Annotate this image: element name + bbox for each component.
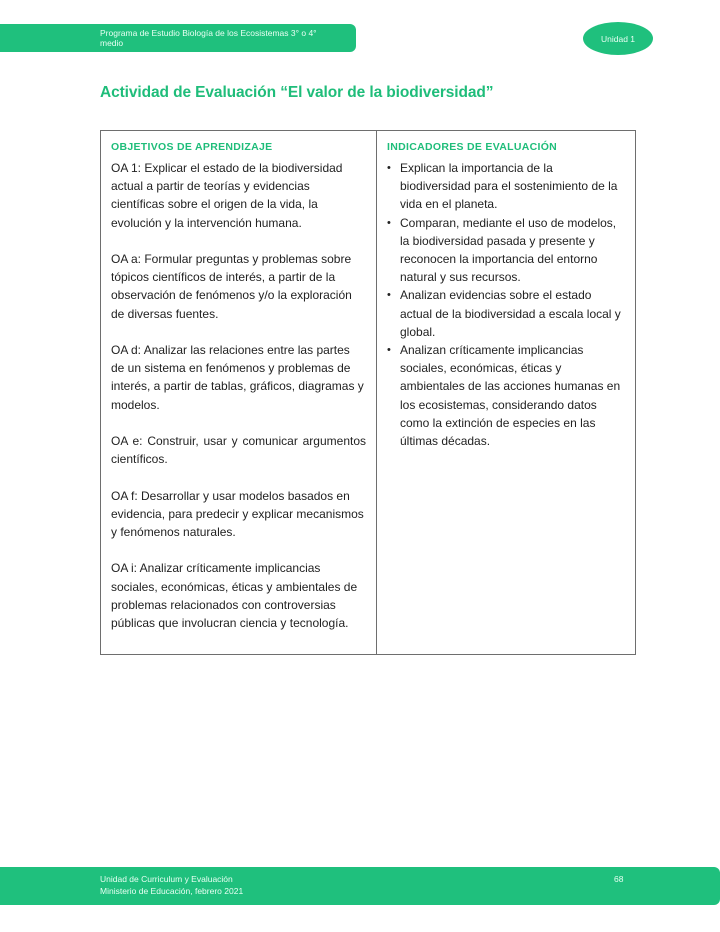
objective-oa-d: OA d: Analizar las relaciones entre las partes de un sistema en fenómenos y problemas de interés, a partir de tablas, gráficos, diagramas y modelos. <box>111 343 364 412</box>
objective-oa-1: OA 1: Explicar el estado de la biodiversidad actual a partir de teorías y evidencias científicas sobre el origen de la vida, la evolución y la intervención humana. <box>111 161 343 230</box>
footer-credits <box>100 873 243 897</box>
footer-line-1: Unidad de Curriculum y Evaluación <box>100 874 233 884</box>
indicators-list <box>387 159 625 450</box>
indicator-item: • Analizan evidencias sobre el estado actual de la biodiversidad a escala local y global. <box>387 286 625 341</box>
indicators-header: INDICADORES DE EVALUACIÓN <box>387 141 558 153</box>
objectives-column <box>101 131 377 654</box>
indicators-column <box>377 131 635 654</box>
indicator-item: • Comparan, mediante el uso de modelos, la biodiversidad pasada y presente y reconocen la importancia del entorno natural y sus recursos. <box>387 214 625 287</box>
page-number: 68 <box>614 874 624 884</box>
footer-bar <box>0 867 720 905</box>
program-title: Programa de Estudio Biología de los Ecosistemas 3° o 4° medio <box>100 28 317 48</box>
footer-line-2: Ministerio de Educación, febrero 2021 <box>100 886 244 896</box>
objectives-header: OBJETIVOS DE APRENDIZAJE <box>111 141 273 153</box>
objective-oa-i: OA i: Analizar críticamente implicancias sociales, económicas, éticas y ambientales de problemas relacionados con controversias públicas que involucran ciencia y tecnología. <box>111 561 358 630</box>
objective-oa-e: OA e: Construir, usar y comunicar argumentos científicos. <box>111 434 366 467</box>
page-title: Actividad de Evaluación “El valor de la biodiversidad” <box>100 84 494 101</box>
unit-badge: Unidad 1 <box>583 22 653 55</box>
evaluation-table <box>100 130 636 655</box>
indicator-item: • Explican la importancia de la biodiversidad para el sostenimiento de la vida en el planeta. <box>387 159 625 214</box>
objective-oa-a: OA a: Formular preguntas y problemas sobre tópicos científicos de interés, a partir de la observación de fenómenos y/o la exploración de diversas fuentes. <box>111 252 352 321</box>
objective-oa-f: OA f: Desarrollar y usar modelos basados en evidencia, para predecir y explicar mecanismos y fenómenos naturales. <box>111 488 364 539</box>
indicator-item: • Analizan críticamente implicancias sociales, económicas, éticas y ambientales de las acciones humanas en los ecosistemas, considerando datos como la extinción de especies en las últimas décadas. <box>387 341 625 450</box>
header-bar <box>0 24 356 52</box>
